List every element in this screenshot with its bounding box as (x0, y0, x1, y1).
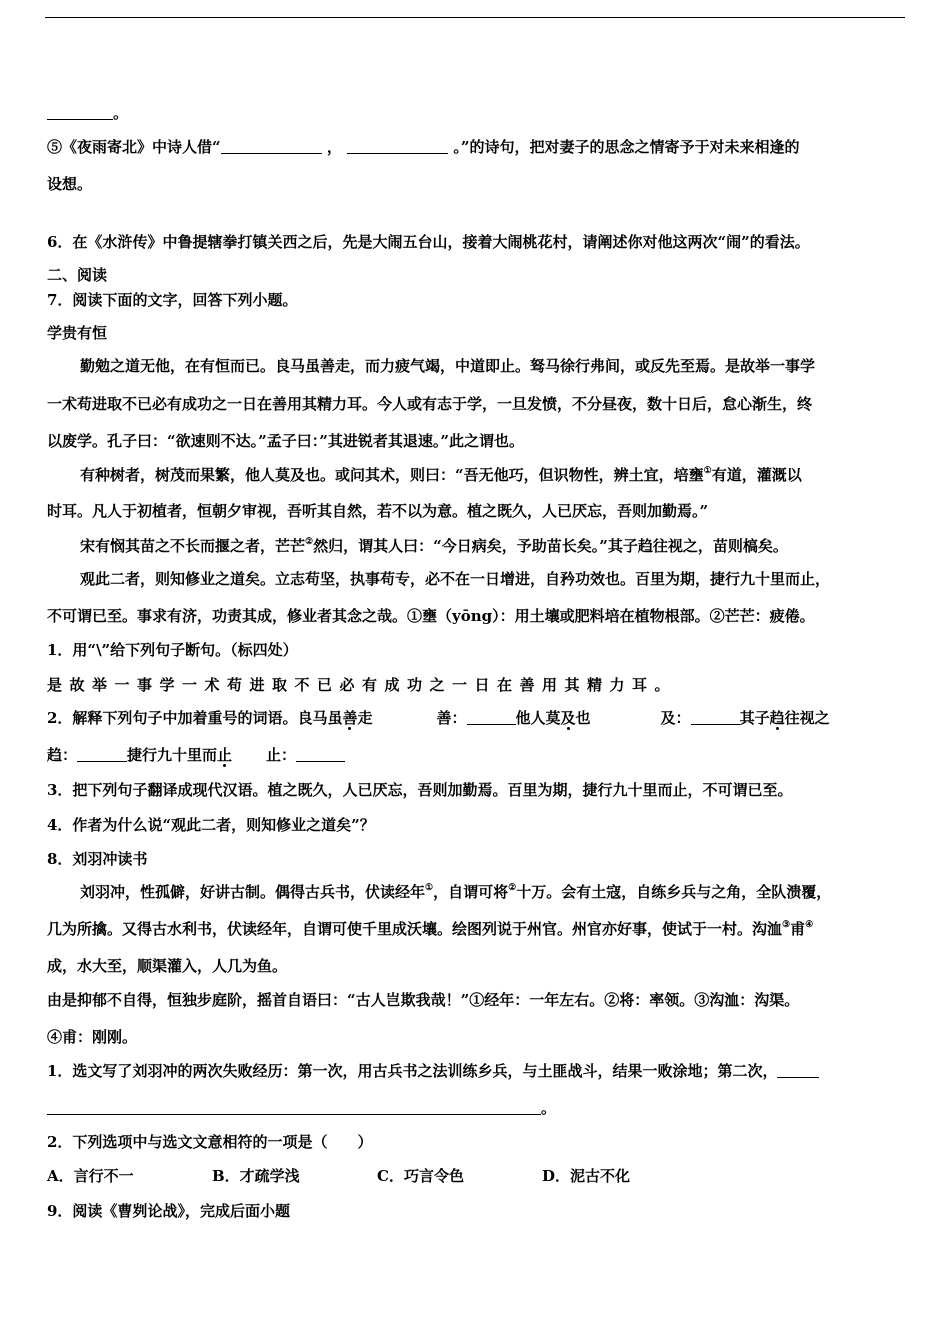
passage-line: ④甫：刚刚。 (47, 1028, 138, 1046)
subquestion-2: 2．解释下列句子中加着重号的词语。良马虽善走 善： 他人莫及也 及： 其子趋往视之 (47, 709, 830, 727)
options-row (47, 1166, 707, 1186)
option-a[interactable]: A．言行不一 (47, 1167, 134, 1185)
emphasis-dot: 止 (217, 746, 233, 764)
answer-blank[interactable] (777, 1063, 819, 1078)
answer-blank[interactable] (347, 139, 448, 154)
emphasis-dot: 善 (342, 709, 358, 727)
answer-blank[interactable] (296, 747, 345, 762)
passage-title: 学贵有恒 (47, 324, 108, 342)
option-b[interactable]: B．才疏学浅 (212, 1167, 300, 1185)
question-8-sub-1-cont: 。 (47, 1098, 556, 1118)
passage-line: 有种树者，树茂而果繁，他人莫及也。或问其术，则曰：“吾无他巧，但识物性，辨土宜，培壅①有道，灌溉以 (80, 466, 802, 484)
subquestion-2-cont: 趋： 捷行九十里而止 止： (47, 745, 345, 765)
question-6: 6．在《水浒传》中鲁提辖拳打镇关西之后，先是大闹五台山，接着大闹桃花村，请阐述你对他这两次“闹”的看法。 (47, 233, 810, 251)
subquestion-4: 4．作者为什么说“观此二者，则知修业之道矣”？ (47, 816, 375, 834)
passage-line: 观此二者，则知修业之道矣。立志苟坚，执事苟专，必不在一日增进，自矜功效也。百里为期，捷行九十里而止， (80, 570, 831, 588)
answer-blank[interactable] (221, 139, 322, 154)
passage-line: 不可谓已至。事求有济，功责其成，修业者其念之哉。①壅（yōng）：用土壤或肥料培在植物根部。②芒芒：疲倦。 (47, 607, 815, 625)
passage-line: 宋有悯其苗之不长而揠之者，芒芒②然归，谓其人曰：“今日病矣，予助苗长矣。”其子趋往视之，苗则槁矣。 (80, 537, 788, 555)
passage-line: 一术苟进取不已必有成功之一日在善用其精力耳。今人或有志于学，一旦发愤，不分昼夜，数十日后，怠心渐生，终 (47, 395, 813, 413)
answer-blank[interactable] (77, 747, 127, 762)
option-d[interactable]: D．泥古不化 (542, 1167, 631, 1185)
top-rule (45, 17, 905, 18)
passage-line: 刘羽冲，性孤僻，好讲古制。偶得古兵书，伏读经年①，自谓可将②十万。会有土寇，自练乡兵与之角，全队溃覆， (80, 883, 832, 901)
emphasis-dot: 趋 (769, 709, 785, 727)
answer-blank[interactable] (47, 1100, 541, 1115)
emphasis-dot: 及 (560, 709, 576, 727)
option-c[interactable]: C．巧言令色 (377, 1167, 464, 1185)
answer-blank[interactable] (691, 710, 740, 725)
punctuation-sentence: 是故举一事学一术苟进取不已必有成功之一日在善用其精力耳。 (47, 676, 678, 694)
question-5-item-5: ⑤《夜雨寄北》中诗人借“ ， 。”的诗句，把对妻子的思念之情寄予于对未来相逢的 (47, 138, 800, 156)
passage-line: 几为所擒。又得古水利书，伏读经年，自谓可使千里成沃壤。绘图列说于州官。州官亦好事，使试于一村。沟洫③甫④ (47, 920, 814, 938)
passage-line: 以废学。孔子曰：“欲速则不达。”孟子曰：”其进锐者其退速。”此之谓也。 (47, 432, 525, 450)
question-8-sub-2: 2．下列选项中与选文文意相符的一项是（ ） (47, 1133, 373, 1151)
question-8-sub-1: 1．选文写了刘羽冲的两次失败经历：第一次，用古兵书之法训练乡兵，与土匪战斗，结果一败涂地；第二次， (47, 1061, 819, 1081)
subquestion-3: 3．把下列句子翻译成现代汉语。植之既久，人已厌忘，吾则加勤焉。百里为期，捷行九十里而止，不可谓已至。 (47, 781, 793, 799)
question-7-intro: 7．阅读下面的文字，回答下列小题。 (47, 291, 298, 309)
question-9: 9．阅读《曹刿论战》，完成后面小题 (47, 1202, 290, 1220)
passage-line: 由是抑郁不自得，恒独步庭阶，摇首自语曰：“古人岂欺我哉！”①经年：一年左右。②将：率领。③沟洫：沟渠。 (47, 991, 800, 1009)
subquestion-1: 1．用“\”给下列句子断句。（标四处） (47, 641, 298, 659)
passage-line: 时耳。凡人于初植者，恒朝夕审视，吾听其自然，若不以为意。植之既久，人已厌忘，吾则加勤焉。” (47, 502, 709, 520)
question-8-title: 8．刘羽冲读书 (47, 850, 148, 868)
section-heading: 二、阅读 (47, 266, 108, 284)
passage-line: 成，水大至，顺渠灌入，人几为鱼。 (47, 957, 288, 975)
question-5-item-5-cont: 设想。 (47, 175, 93, 193)
passage-line: 勤勉之道无他，在有恒而已。良马虽善走，而力疲气竭，中道即止。驽马徐行弗间，或反先至焉。是故举一事学 (80, 357, 816, 375)
answer-blank[interactable] (467, 710, 516, 725)
answer-blank[interactable] (47, 105, 113, 120)
answer-line: 。 (47, 103, 128, 123)
